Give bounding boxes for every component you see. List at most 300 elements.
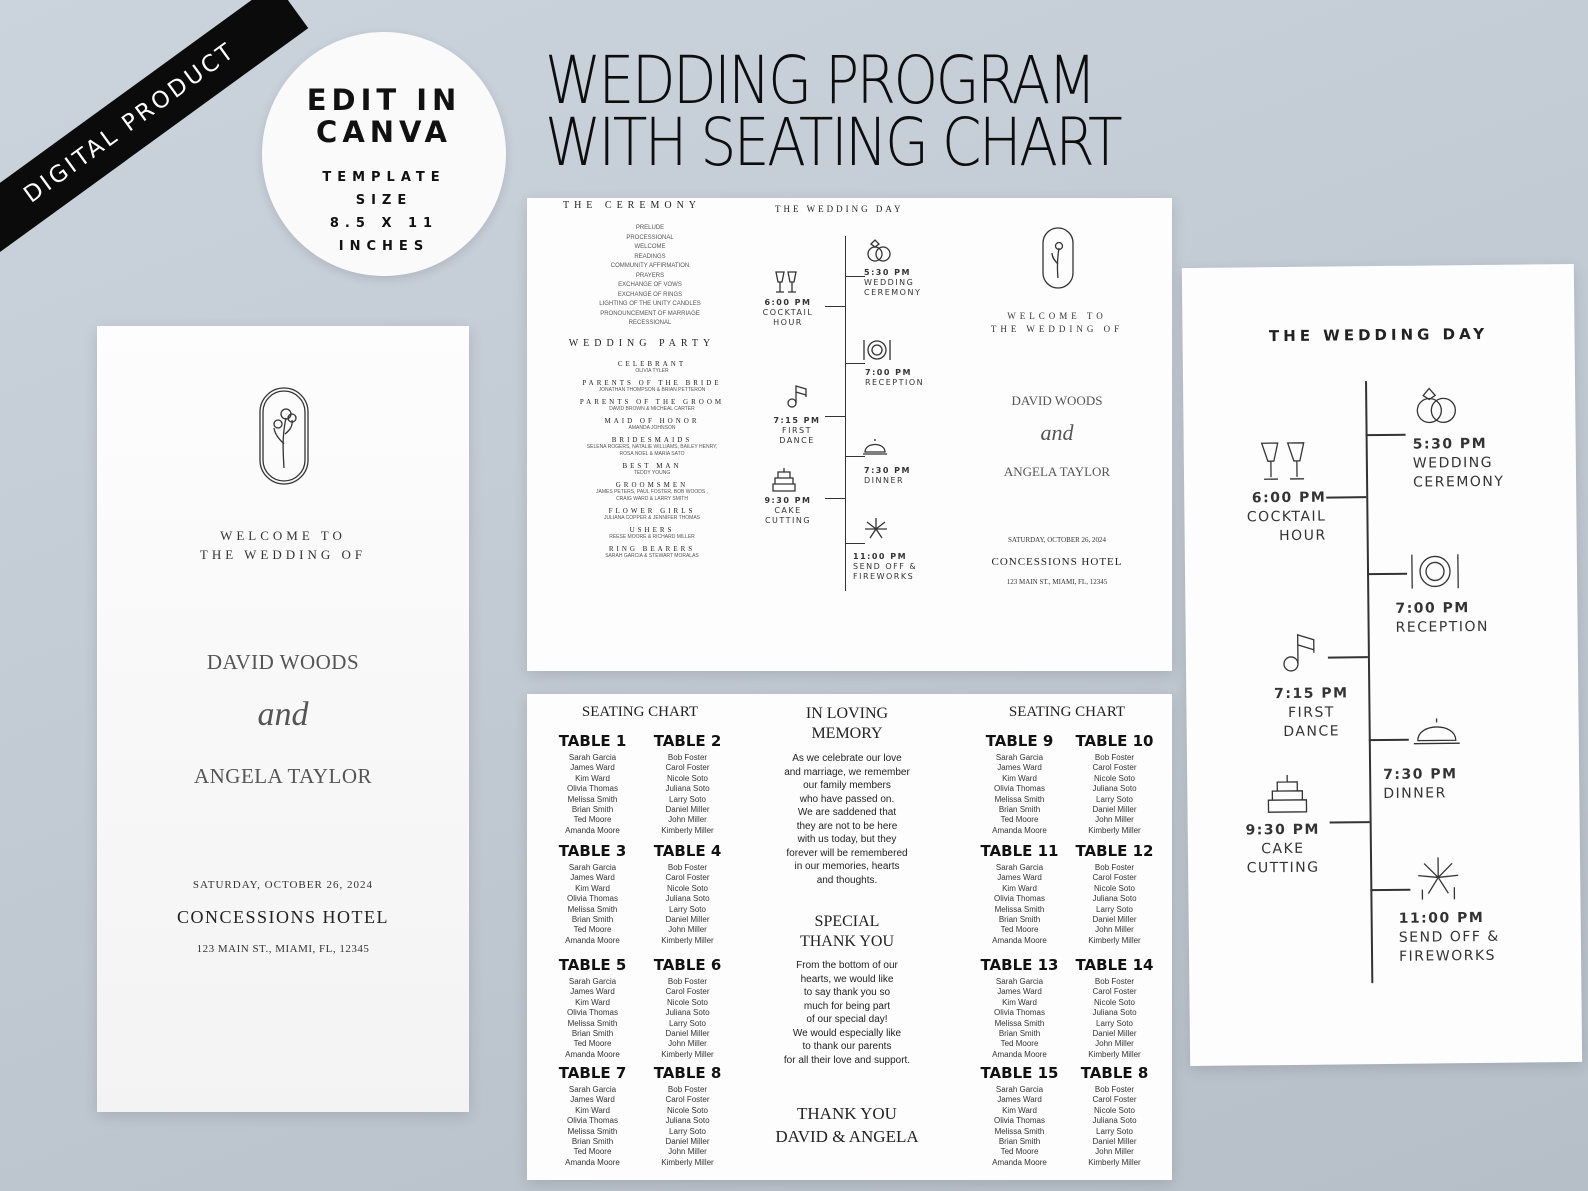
table-block bbox=[640, 732, 735, 836]
table-heading: TABLE 8 bbox=[1080, 1064, 1149, 1082]
fireworks-icon bbox=[863, 516, 889, 542]
guest-list bbox=[545, 753, 640, 836]
guest-list bbox=[1067, 977, 1162, 1060]
party-names: REESE MOORE & RICHARD MILLER bbox=[609, 534, 695, 540]
guest-name: Larry Soto bbox=[1096, 904, 1133, 914]
guest-name: Bob Foster bbox=[1094, 863, 1135, 872]
party-names: JULIANA COPPER & JENNIFER THOMAS bbox=[603, 515, 701, 521]
guest-name: Bob Foster bbox=[667, 753, 708, 762]
small-event bbox=[753, 496, 823, 526]
guest-name: Daniel Miller bbox=[1092, 1137, 1137, 1147]
guest-name: Ted Moore bbox=[573, 1147, 612, 1157]
guest-name: Larry Soto bbox=[1096, 1018, 1133, 1028]
guest-list bbox=[972, 863, 1067, 946]
table-block bbox=[1067, 1064, 1162, 1168]
inside-groom: DAVID WOODS bbox=[1011, 393, 1103, 408]
guest-name: Daniel Miller bbox=[665, 1029, 710, 1039]
seating-chart-title: SEATING CHART bbox=[581, 704, 699, 720]
table-heading: TABLE 3 bbox=[558, 842, 627, 860]
guest-name: Sarah Garcia bbox=[568, 1085, 617, 1094]
party-names: SELENA ROGERS, NATALIE WILLIAMS, BAILEY HENRY, bbox=[586, 444, 718, 450]
guest-name: Juliana Soto bbox=[665, 784, 710, 794]
party-names: ROSA NOEL & MARIA SATO bbox=[619, 451, 685, 457]
small-event bbox=[767, 416, 827, 446]
guest-name: Larry Soto bbox=[1096, 1126, 1133, 1136]
guest-name: Olivia Thomas bbox=[994, 1008, 1045, 1018]
ceremony-item: PRAYERS bbox=[635, 272, 665, 279]
and-script: and bbox=[257, 696, 309, 733]
event-block bbox=[1395, 599, 1489, 638]
guest-list bbox=[972, 1085, 1067, 1168]
ceremony-item: PRELUDE bbox=[635, 225, 665, 231]
guest-name: Nicole Soto bbox=[1094, 1105, 1135, 1115]
guest-name: Bob Foster bbox=[1094, 753, 1135, 762]
table-block bbox=[545, 732, 640, 836]
party-role: CELEBRANT bbox=[617, 360, 687, 368]
party-role: MAID OF HONOR bbox=[604, 417, 700, 425]
guest-name: Carol Foster bbox=[665, 873, 710, 883]
event-line: CEREMONY bbox=[864, 288, 922, 297]
guest-name: Brian Smith bbox=[998, 915, 1041, 925]
guest-name: Kimberly Miller bbox=[661, 1157, 714, 1167]
guest-list bbox=[640, 1085, 735, 1168]
guest-name: Carol Foster bbox=[1092, 987, 1137, 997]
guest-list bbox=[640, 977, 735, 1060]
guest-name: Olivia Thomas bbox=[567, 1116, 618, 1126]
inside-and: and bbox=[1040, 420, 1074, 445]
bride-name: ANGELA TAYLOR bbox=[193, 764, 373, 788]
table-heading: TABLE 4 bbox=[653, 842, 722, 860]
guest-name: Sarah Garcia bbox=[568, 753, 617, 762]
size-line: INCHES bbox=[338, 239, 430, 254]
tick bbox=[825, 416, 845, 417]
guest-list bbox=[545, 977, 640, 1060]
party-names: AMANDA JOHNSON bbox=[628, 425, 676, 431]
cover-welcome bbox=[97, 526, 469, 564]
guest-name: Juliana Soto bbox=[665, 1116, 710, 1126]
guest-name: Kim Ward bbox=[575, 1105, 610, 1115]
party-role: RING BEARERS bbox=[608, 545, 696, 553]
event-time: 9:30 PM bbox=[1245, 821, 1320, 839]
memory-line: they are not to be here bbox=[796, 820, 898, 832]
table-block bbox=[545, 842, 640, 946]
guest-name: Sarah Garcia bbox=[995, 1085, 1044, 1094]
event-time: 6:00 PM bbox=[764, 298, 812, 307]
ceremony-item: PROCESSIONAL bbox=[626, 234, 674, 241]
table-block bbox=[640, 1064, 735, 1168]
event-time: 11:00 PM bbox=[853, 552, 908, 561]
cloche-icon bbox=[861, 436, 889, 456]
guest-name: Sarah Garcia bbox=[995, 753, 1044, 762]
guest-name: Amanda Moore bbox=[992, 1049, 1047, 1059]
tick bbox=[1369, 739, 1409, 741]
seating-right-column bbox=[972, 694, 1162, 1180]
guest-name: Nicole Soto bbox=[667, 773, 708, 783]
guest-name: Bob Foster bbox=[1094, 1085, 1135, 1094]
event-line: DANCE bbox=[779, 436, 815, 445]
badge-label: DIGITAL PRODUCT bbox=[19, 37, 241, 209]
event-time: 5:30 PM bbox=[864, 268, 912, 277]
memory-title-line2: MEMORY bbox=[811, 725, 883, 742]
event-time: 7:30 PM bbox=[1383, 766, 1458, 783]
rings-icon bbox=[1411, 383, 1463, 428]
guest-name: Melissa Smith bbox=[567, 1018, 618, 1028]
guest-name: John Miller bbox=[668, 1147, 707, 1157]
guest-name: Juliana Soto bbox=[1092, 784, 1137, 794]
guest-name: Melissa Smith bbox=[567, 1126, 618, 1136]
table-heading: TABLE 1 bbox=[558, 732, 627, 750]
tick bbox=[845, 276, 865, 277]
inside-bride: ANGELA TAYLOR bbox=[1003, 464, 1111, 479]
event-time: 7:15 PM bbox=[1274, 685, 1349, 703]
guest-name: Ted Moore bbox=[1000, 925, 1039, 935]
guest-name: Kimberly Miller bbox=[1088, 1157, 1141, 1167]
guest-name: Kim Ward bbox=[1002, 773, 1037, 783]
welcome-line2: THE WEDDING OF bbox=[199, 547, 367, 562]
inside-venue: CONCESSIONS HOTEL bbox=[991, 556, 1123, 568]
event-line: FIRST bbox=[782, 426, 812, 435]
guest-name: Larry Soto bbox=[669, 1126, 706, 1136]
guest-name: Ted Moore bbox=[573, 1039, 612, 1049]
closing-signature bbox=[732, 1102, 962, 1148]
guest-name: John Miller bbox=[1095, 815, 1134, 825]
guest-name: Brian Smith bbox=[998, 1137, 1041, 1147]
guest-name: Brian Smith bbox=[571, 1137, 614, 1147]
canva-line1: EDIT IN bbox=[306, 83, 462, 117]
table-block bbox=[640, 956, 735, 1060]
table-block bbox=[972, 1064, 1067, 1168]
event-line: FIRST bbox=[1287, 704, 1336, 721]
tick bbox=[845, 363, 865, 364]
guest-name: Olivia Thomas bbox=[994, 894, 1045, 904]
event-time: 11:00 PM bbox=[1398, 909, 1485, 927]
event-block bbox=[1399, 909, 1501, 967]
guest-name: Kim Ward bbox=[575, 773, 610, 783]
guest-name: Ted Moore bbox=[573, 815, 612, 825]
guest-name: John Miller bbox=[1095, 1147, 1134, 1157]
thanks-line: We would especially like bbox=[792, 1027, 902, 1039]
closing-line2: DAVID & ANGELA bbox=[775, 1127, 919, 1146]
guest-name: John Miller bbox=[668, 815, 707, 825]
ceremony-title: THE CEREMONY bbox=[562, 200, 702, 211]
guest-name: Olivia Thomas bbox=[567, 1008, 618, 1018]
seating-chart-title: SEATING CHART bbox=[1008, 704, 1126, 720]
party-role: PARENTS OF THE BRIDE bbox=[582, 379, 722, 387]
music-note-icon bbox=[1280, 629, 1320, 675]
cloche-icon bbox=[1411, 713, 1463, 748]
event-line: RECEPTION bbox=[1395, 618, 1490, 636]
guest-name: Olivia Thomas bbox=[567, 894, 618, 904]
party-names: OLIVIA TYLER bbox=[635, 368, 669, 374]
wedding-day-title: THE WEDDING DAY bbox=[1268, 324, 1489, 346]
plate-icon bbox=[861, 337, 893, 363]
ceremony-item: LIGHTING OF THE UNITY CANDLES bbox=[599, 301, 701, 307]
table-block bbox=[1067, 842, 1162, 946]
event-line: WEDDING bbox=[864, 278, 915, 287]
guest-name: Bob Foster bbox=[667, 863, 708, 872]
guest-name: Olivia Thomas bbox=[994, 1116, 1045, 1126]
party-title: WEDDING PARTY bbox=[568, 338, 716, 349]
small-event bbox=[865, 368, 924, 388]
small-event bbox=[864, 268, 921, 298]
guest-name: Kim Ward bbox=[1002, 997, 1037, 1007]
guest-name: Carol Foster bbox=[665, 987, 710, 997]
guest-name: James Ward bbox=[997, 987, 1042, 997]
guest-name: Kim Ward bbox=[1002, 1105, 1037, 1115]
guest-name: James Ward bbox=[570, 987, 615, 997]
memory-line: We are saddened that bbox=[797, 807, 897, 818]
guest-name: Melissa Smith bbox=[994, 904, 1045, 914]
guest-name: Kimberly Miller bbox=[1088, 1049, 1141, 1059]
small-timeline-title: THE WEDDING DAY bbox=[775, 204, 904, 214]
event-block bbox=[1216, 489, 1327, 547]
event-block bbox=[1383, 765, 1458, 804]
welcome-line2: THE WEDDING OF bbox=[990, 324, 1124, 334]
guest-name: Daniel Miller bbox=[1092, 1029, 1137, 1039]
glasses-icon bbox=[771, 268, 801, 298]
event-line: CAKE bbox=[774, 506, 802, 515]
thanks-text bbox=[742, 959, 952, 1067]
ceremony-item: PRONOUNCEMENT OF MARRIAGE bbox=[600, 310, 700, 317]
guest-name: Sarah Garcia bbox=[995, 977, 1044, 986]
guest-name: Sarah Garcia bbox=[568, 863, 617, 872]
event-line: CEREMONY bbox=[1413, 473, 1505, 491]
table-heading: TABLE 15 bbox=[980, 1064, 1059, 1082]
guest-name: Brian Smith bbox=[998, 805, 1041, 815]
guest-name: Carol Foster bbox=[1092, 873, 1137, 883]
thanks-line: hearts, we would like bbox=[800, 973, 894, 985]
event-line: COCKTAIL bbox=[1246, 508, 1327, 526]
program-inside-card bbox=[527, 198, 1172, 671]
guest-name: Larry Soto bbox=[1096, 794, 1133, 804]
event-line: WEDDING bbox=[1412, 454, 1494, 472]
guest-name: Kim Ward bbox=[1002, 883, 1037, 893]
memory-line: who have passed on. bbox=[799, 793, 895, 805]
event-line: SEND OFF & bbox=[1398, 928, 1500, 946]
tick bbox=[1328, 656, 1368, 658]
guest-name: John Miller bbox=[668, 925, 707, 935]
thanks-title-line2: THANK YOU bbox=[799, 933, 895, 950]
event-block bbox=[1228, 820, 1339, 878]
table-heading: TABLE 8 bbox=[653, 1064, 722, 1082]
event-block bbox=[1413, 435, 1505, 493]
party-role: BRIDESMAIDS bbox=[611, 436, 693, 444]
guest-name: Carol Foster bbox=[665, 763, 710, 773]
guest-name: Larry Soto bbox=[669, 794, 706, 804]
edit-in-canva-circle bbox=[262, 32, 506, 276]
guest-name: James Ward bbox=[570, 763, 615, 773]
guest-name: Brian Smith bbox=[998, 1029, 1041, 1039]
guest-name: John Miller bbox=[1095, 1039, 1134, 1049]
memory-title bbox=[742, 704, 952, 744]
guest-name: James Ward bbox=[997, 1095, 1042, 1105]
guest-name: Ted Moore bbox=[1000, 815, 1039, 825]
guest-name: Daniel Miller bbox=[1092, 915, 1137, 925]
party-role: BEST MAN bbox=[622, 462, 682, 470]
event-line: HOUR bbox=[773, 318, 803, 327]
wedding-day-card bbox=[1182, 264, 1582, 1066]
venue-address: 123 MAIN ST., MIAMI, FL, 12345 bbox=[196, 943, 370, 955]
memory-line: with us today, but they bbox=[797, 834, 897, 845]
ceremony-item: COMMUNITY AFFIRMATION bbox=[610, 263, 690, 269]
event-line: HOUR bbox=[1279, 527, 1327, 545]
table-heading: TABLE 6 bbox=[653, 956, 722, 974]
guest-name: Olivia Thomas bbox=[567, 784, 618, 794]
table-heading: TABLE 2 bbox=[653, 732, 722, 750]
tick bbox=[845, 456, 865, 457]
party-names: SARAH GARCIA & STEWART MORALAS bbox=[605, 553, 699, 559]
guest-name: Daniel Miller bbox=[665, 915, 710, 925]
guest-name: James Ward bbox=[997, 873, 1042, 883]
ceremony-item: READINGS bbox=[634, 253, 666, 260]
memory-line: forever will be remembered bbox=[786, 847, 908, 859]
guest-name: Amanda Moore bbox=[565, 825, 620, 835]
seating-chart-card bbox=[527, 694, 1172, 1180]
timeline-line bbox=[1365, 381, 1373, 983]
guest-name: Juliana Soto bbox=[665, 1008, 710, 1018]
guest-name: John Miller bbox=[668, 1039, 707, 1049]
small-event bbox=[753, 298, 823, 328]
tick bbox=[1370, 889, 1410, 891]
guest-name: Sarah Garcia bbox=[995, 863, 1044, 872]
guest-name: Juliana Soto bbox=[665, 894, 710, 904]
guest-name: Kim Ward bbox=[575, 883, 610, 893]
party-names: JONATHAN THOMPSON & BRIAN PETTERON bbox=[598, 387, 706, 393]
guest-name: Amanda Moore bbox=[565, 1157, 620, 1167]
party-names: JAMES PETERS, PAUL FOSTER, BOB WOODS , bbox=[596, 489, 708, 495]
guest-name: Amanda Moore bbox=[992, 825, 1047, 835]
guest-name: Daniel Miller bbox=[665, 1137, 710, 1147]
thanks-line: to say thank you so bbox=[803, 987, 891, 998]
guest-list bbox=[1067, 863, 1162, 946]
thanks-title-line1: SPECIAL bbox=[814, 913, 880, 930]
cake-icon bbox=[1265, 772, 1309, 816]
guest-name: Kimberly Miller bbox=[661, 935, 714, 945]
party-names: CRAIG WARD & LARRY SMITH bbox=[616, 496, 688, 502]
rings-icon bbox=[864, 236, 894, 266]
headline-line1: WEDDING PROGRAM bbox=[545, 42, 1095, 119]
guest-list bbox=[640, 753, 735, 836]
small-event bbox=[853, 552, 917, 582]
guest-list bbox=[1067, 1085, 1162, 1168]
guest-name: Larry Soto bbox=[669, 904, 706, 914]
memory-line: in our memories, hearts bbox=[794, 861, 900, 872]
table-block bbox=[972, 732, 1067, 836]
guest-name: Ted Moore bbox=[573, 925, 612, 935]
guest-name: Olivia Thomas bbox=[994, 784, 1045, 794]
venue-name: CONCESSIONS HOTEL bbox=[176, 907, 389, 927]
headline-line2: WITH SEATING CHART bbox=[545, 104, 1121, 181]
guest-name: Brian Smith bbox=[571, 915, 614, 925]
size-line: 8.5 X 11 bbox=[329, 216, 439, 231]
event-time: 7:00 PM bbox=[865, 368, 913, 377]
tick bbox=[1367, 573, 1407, 575]
guest-name: Bob Foster bbox=[667, 1085, 708, 1094]
table-block bbox=[545, 1064, 640, 1168]
guest-name: Larry Soto bbox=[669, 1018, 706, 1028]
guest-name: John Miller bbox=[1095, 925, 1134, 935]
guest-name: Melissa Smith bbox=[994, 1126, 1045, 1136]
tick bbox=[1326, 496, 1366, 498]
guest-name: Melissa Smith bbox=[567, 904, 618, 914]
guest-name: Melissa Smith bbox=[567, 794, 618, 804]
table-heading: TABLE 10 bbox=[1075, 732, 1154, 750]
event-line: CAKE bbox=[1261, 840, 1305, 858]
table-block bbox=[972, 956, 1067, 1060]
event-time: 5:30 PM bbox=[1412, 435, 1488, 453]
guest-name: James Ward bbox=[570, 873, 615, 883]
floral-emblem-icon bbox=[1041, 226, 1075, 290]
table-heading: TABLE 13 bbox=[980, 956, 1059, 974]
table-heading: TABLE 5 bbox=[558, 956, 627, 974]
event-time: 6:00 PM bbox=[1251, 489, 1327, 507]
small-event bbox=[864, 466, 911, 486]
table-block bbox=[972, 842, 1067, 946]
event-line: FIREWORKS bbox=[853, 572, 915, 581]
guest-list bbox=[545, 863, 640, 946]
cake-icon bbox=[771, 466, 797, 494]
guest-name: Bob Foster bbox=[667, 977, 708, 986]
template-size bbox=[262, 166, 506, 258]
ceremony-item: RECESSIONAL bbox=[628, 320, 672, 326]
tick bbox=[1366, 434, 1406, 436]
event-time: 7:30 PM bbox=[864, 466, 912, 475]
tick bbox=[825, 498, 845, 499]
thanks-line: From the bottom of our bbox=[796, 960, 898, 971]
guest-name: James Ward bbox=[570, 1095, 615, 1105]
guest-name: James Ward bbox=[997, 763, 1042, 773]
party-names: TEDDY YOUNG bbox=[633, 470, 671, 476]
event-line: SEND OFF & bbox=[853, 562, 918, 571]
guest-list bbox=[972, 977, 1067, 1060]
event-time: 7:00 PM bbox=[1395, 600, 1470, 617]
event-block bbox=[1256, 684, 1367, 742]
event-line: RECEPTION bbox=[865, 378, 925, 387]
guest-name: Amanda Moore bbox=[565, 935, 620, 945]
wedding-date: SATURDAY, OCTOBER 26, 2024 bbox=[192, 879, 374, 891]
guest-name: Amanda Moore bbox=[992, 935, 1047, 945]
guest-name: Juliana Soto bbox=[1092, 894, 1137, 904]
table-block bbox=[640, 842, 735, 946]
floral-emblem-icon bbox=[258, 386, 310, 486]
guest-name: Kimberly Miller bbox=[1088, 825, 1141, 835]
guest-list bbox=[545, 1085, 640, 1168]
guest-name: Kimberly Miller bbox=[661, 825, 714, 835]
guest-name: Melissa Smith bbox=[994, 794, 1045, 804]
event-time: 7:15 PM bbox=[773, 416, 821, 425]
guest-list bbox=[1067, 753, 1162, 836]
guest-list bbox=[972, 753, 1067, 836]
party-names: DAVID BROWN & MICHEAL CARTER bbox=[609, 406, 695, 412]
guest-name: Carol Foster bbox=[665, 1095, 710, 1105]
memory-text bbox=[742, 752, 952, 887]
tick bbox=[845, 543, 865, 544]
guest-name: Nicole Soto bbox=[1094, 883, 1135, 893]
event-line: CUTTING bbox=[764, 516, 812, 525]
thanks-line: much for being part bbox=[803, 1000, 891, 1012]
event-line: DINNER bbox=[864, 476, 905, 485]
guest-name: Kimberly Miller bbox=[661, 1049, 714, 1059]
fireworks-icon bbox=[1414, 853, 1463, 903]
guest-name: Nicole Soto bbox=[667, 1105, 708, 1115]
ceremony-item: EXCHANGE OF VOWS bbox=[618, 282, 682, 288]
guest-name: Carol Foster bbox=[1092, 1095, 1137, 1105]
guest-name: Juliana Soto bbox=[1092, 1008, 1137, 1018]
thanks-line: for all their love and support. bbox=[783, 1054, 911, 1066]
music-note-icon bbox=[785, 382, 811, 410]
seating-left-column bbox=[545, 694, 735, 1180]
headline bbox=[545, 42, 1164, 181]
